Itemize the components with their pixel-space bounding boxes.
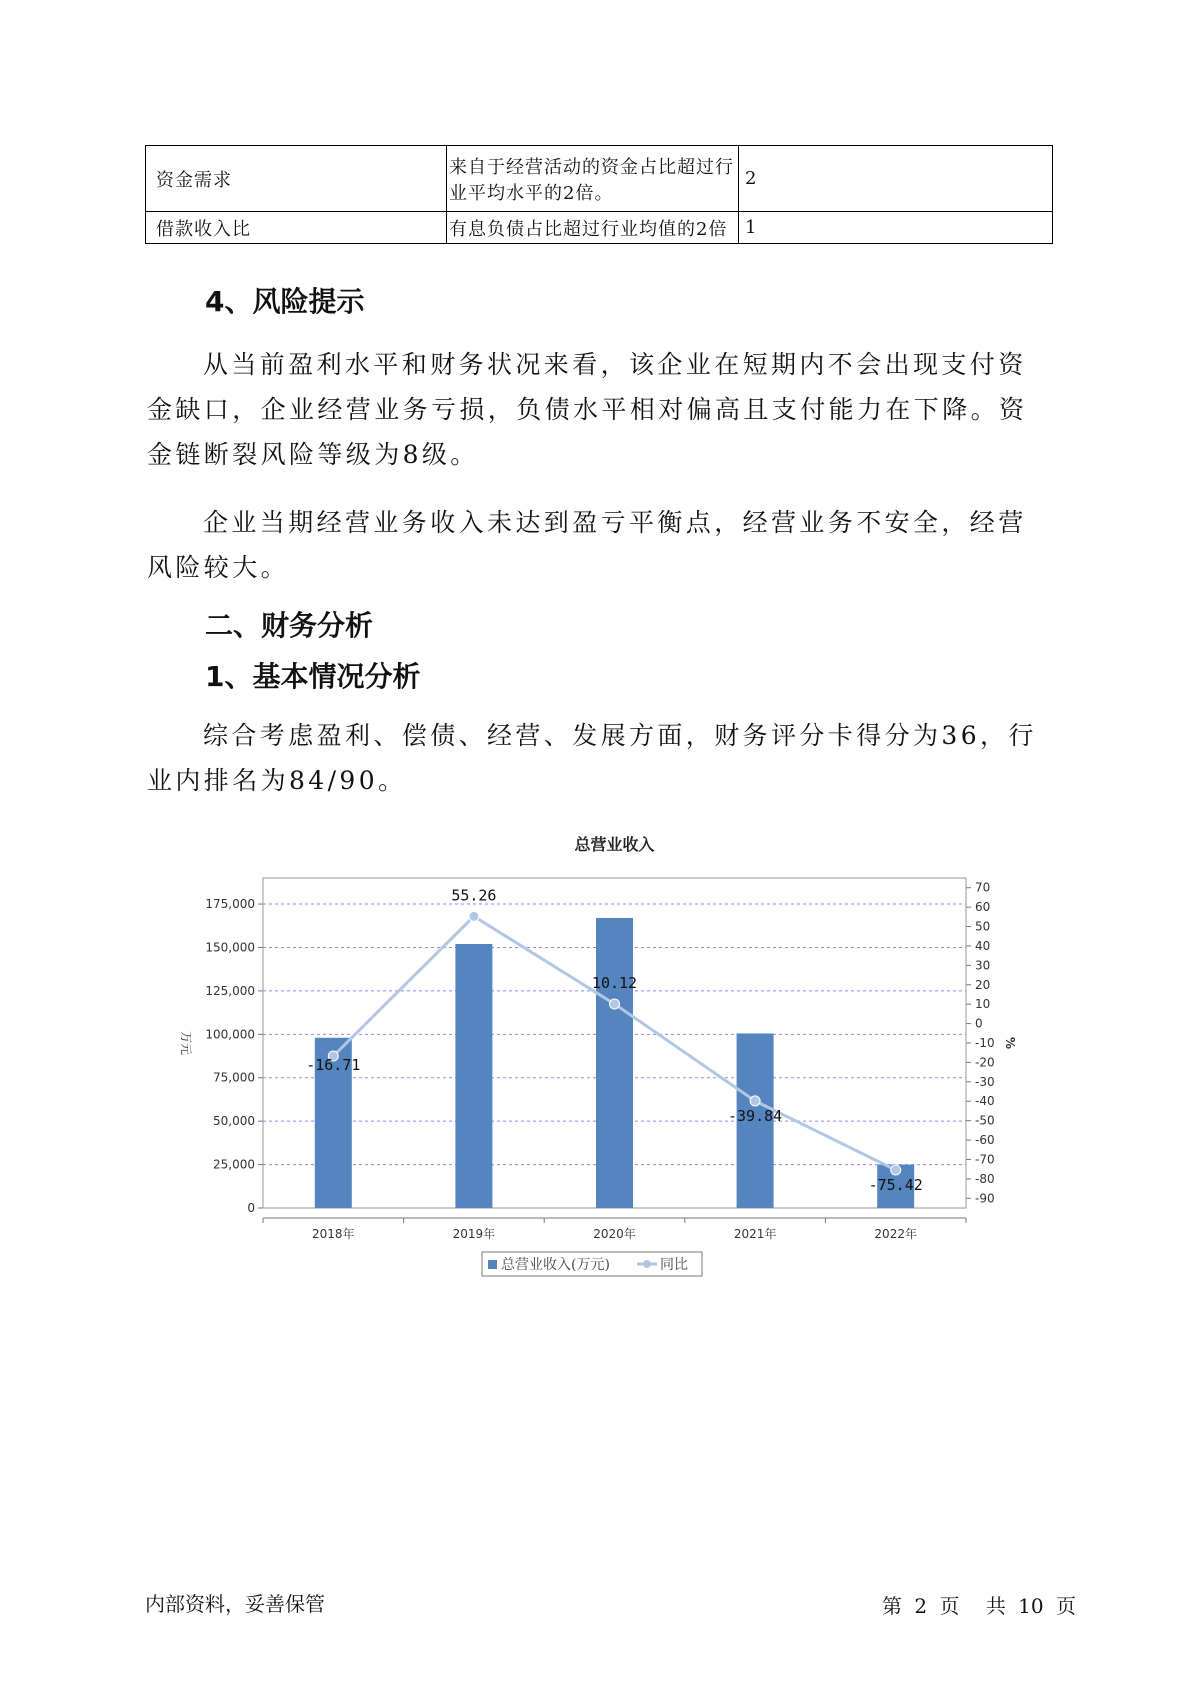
y2-tick-label: -40 [975,1094,995,1109]
y-tick-label: 0 [247,1201,255,1215]
y-tick-label: 100,000 [205,1027,255,1042]
bar [455,944,492,1208]
table-row [146,146,1053,212]
page-indicator [882,1590,1082,1619]
y-axis-title: 万元 [179,1030,193,1056]
revenue-chart [170,830,1020,1290]
table-cell-item: 资金需求 [146,146,447,212]
yoy-data-label: -16.71 [306,1056,361,1075]
risk-heading: 4、风险提示 [205,285,365,318]
y-tick-label: 25,000 [213,1157,255,1172]
y2-tick-label: -70 [975,1152,995,1167]
x-tick-label: 2019年 [452,1227,496,1241]
y-tick-label: 125,000 [205,983,255,998]
yoy-data-label: -39.84 [728,1106,783,1125]
confidential-note: 内部资料，妥善保管 [145,1592,325,1616]
yoy-point [610,999,620,1009]
y2-tick-label: -80 [975,1171,995,1186]
table-cell-score: 2 [739,146,1053,212]
yoy-data-label: 55.26 [451,886,497,905]
yoy-point [750,1096,760,1106]
x-tick-label: 2020年 [593,1227,636,1241]
x-tick-label: 2018年 [312,1227,355,1241]
x-tick-label: 2021年 [733,1227,777,1241]
total-suffix: 页 [1055,1594,1076,1618]
y2-tick-label: -90 [975,1191,995,1206]
page-suffix: 页 [939,1594,960,1618]
y2-tick-label: -20 [975,1055,995,1070]
yoy-data-label: -75.42 [868,1175,923,1194]
x-tick-label: 2022年 [874,1227,917,1241]
y2-tick-label: 20 [975,977,991,992]
legend-bar-swatch [488,1260,497,1269]
legend-line-marker [643,1260,651,1268]
finance-heading: 二、财务分析 [205,609,374,642]
y2-tick-label: 50 [975,919,991,934]
table-cell-score: 1 [739,212,1053,244]
total-pages: 10 [1018,1594,1044,1618]
yoy-point [469,911,479,921]
y2-tick-label: -60 [975,1133,995,1148]
y2-tick-label: -50 [975,1113,995,1128]
y2-tick-label: 30 [975,958,991,973]
table-cell-condition: 有息负债占比超过行业均值的2倍 [447,212,739,244]
indicator-table [145,145,1053,244]
total-prefix: 共 [985,1594,1006,1618]
y2-tick-label: -10 [975,1036,995,1050]
table-cell-item: 借款收入比 [146,212,447,244]
legend-line-label: 同比 [660,1257,688,1273]
page-number: 2 [914,1594,928,1618]
bar [596,918,633,1208]
y2-tick-label: -30 [975,1074,995,1089]
basic-analysis-paragraph: 综合考虑盈利、偿债、经营、发展方面，财务评分卡得分为36，行业内排名为84/90。 [147,721,1037,795]
y-tick-label: 50,000 [213,1114,255,1129]
y2-tick-label: 70 [975,880,991,895]
yoy-point [891,1165,901,1175]
basic-analysis-heading: 1、基本情况分析 [205,660,421,693]
risk-paragraph-2: 企业当期经营业务收入未达到盈亏平衡点，经营业务不安全，经营风险较大。 [147,508,1027,582]
y2-tick-label: 0 [975,1016,983,1031]
legend-bar-label: 总营业收入(万元) [501,1257,610,1273]
table-cell-condition: 来自于经营活动的资金占比超过行业平均水平的2倍。 [447,146,739,212]
y2-tick-label: 10 [975,997,991,1012]
risk-paragraph-1: 从当前盈利水平和财务状况来看，该企业在短期内不会出现支付资金缺口，企业经营业务亏损，负债水平相对偏高且支付能力在下降。资金链断裂风险等级为8级。 [147,350,1028,469]
page-prefix: 第 [882,1594,902,1618]
chart-title: 总营业收入 [574,835,655,854]
y2-tick-label: 40 [975,938,991,953]
y-tick-label: 175,000 [205,897,255,912]
y-tick-label: 75,000 [213,1070,255,1085]
y2-tick-label: 60 [975,900,991,915]
table-row [146,212,1053,244]
yoy-data-label: 10.12 [591,973,638,992]
y-tick-label: 150,000 [205,940,255,955]
y2-axis-title: % [1003,1036,1017,1050]
